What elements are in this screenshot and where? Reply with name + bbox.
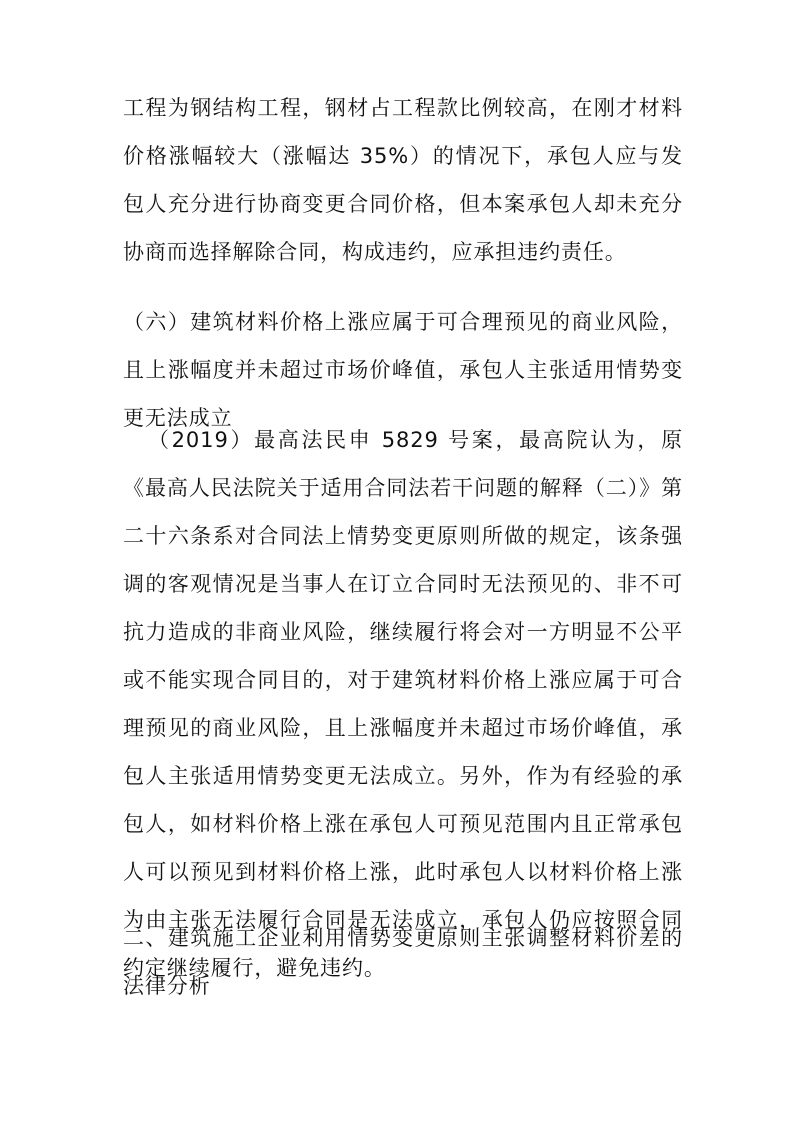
paragraph-case-5829: （2019）最高法民申 5829 号案，最高院认为，原《最高人民法院关于适用合同法若干问题的解释（二）》第二十六条系对合同法上情势变更原则所做的规定，该条强调的客观情况是当事人在订立合同时无法预见的、非不可抗力造成的非商业风险，继续履行将会对一方明显不公平或不能实现合同目的，对于建筑材料价格上涨应属于可合理预见的商业风险，且上涨幅度并未超过市场价峰值，承包人主张适用情势变更无法成立。另外，作为有经验的承包人，如材料价格上涨在承包人可预见范围内且正常承包人可以预见到材料价格上涨，此时承包人以材料价格上涨为由主张无法履行合同是无法成立，承包人仍应按照合同约定继续履行，避免违约。: [123, 428, 683, 980]
paragraph-steel-structure-breach: 工程为钢结构工程，钢材占工程款比例较高，在刚才材料价格涨幅较大（涨幅达 35%）的情况下，承包人应与发包人充分进行协商变更合同价格，但本案承包人却未充分协商而选择解除合同，构成违约，应承担违约责任。: [123, 96, 683, 264]
section-heading-two: 二、建筑施工企业利用情势变更原则主张调整材料价差的法律分析: [123, 926, 683, 998]
section-heading-six: （六）建筑材料价格上涨应属于可合理预见的商业风险，且上涨幅度并未超过市场价峰值，承包人主张适用情势变更无法成立: [123, 310, 683, 430]
